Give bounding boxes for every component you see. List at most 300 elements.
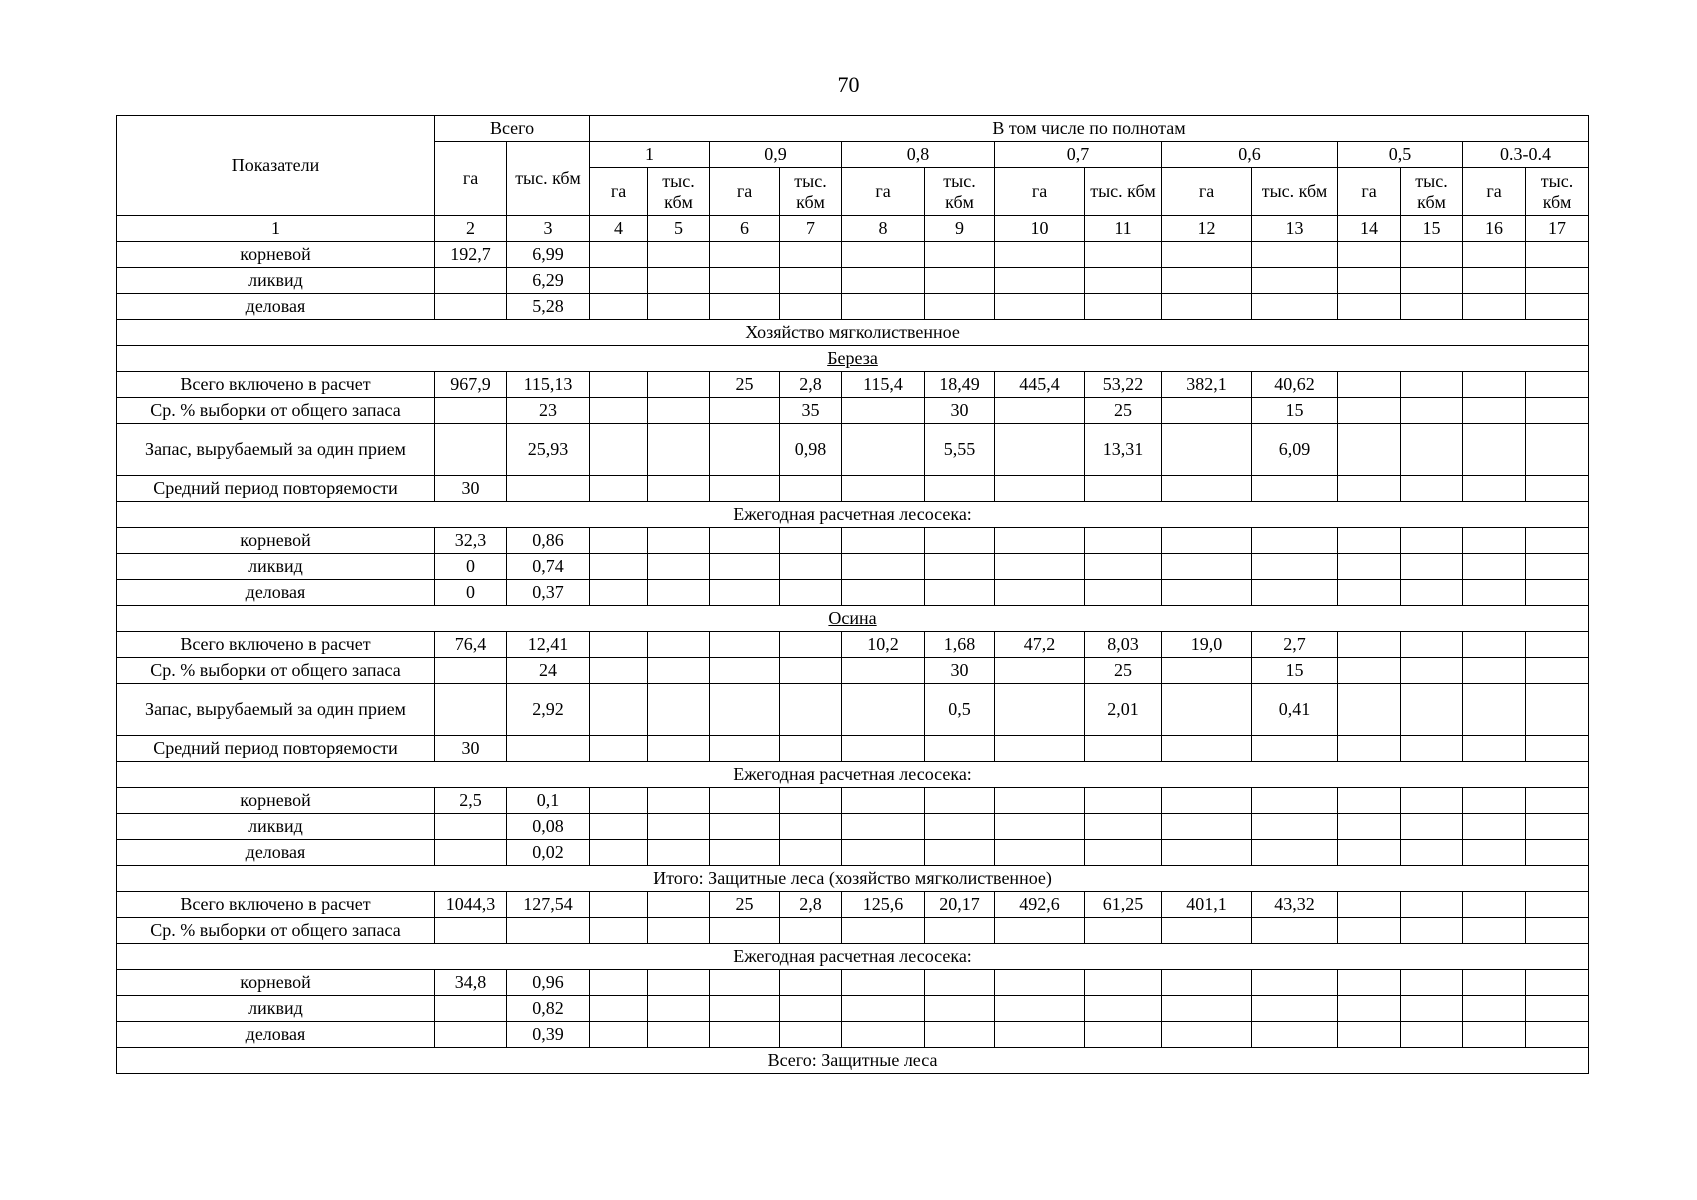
table-cell: [1401, 554, 1463, 580]
table-row: [117, 424, 1589, 476]
header-unit-ha: га: [590, 168, 648, 216]
table-cell: [710, 268, 780, 294]
table-cell: [1526, 918, 1589, 944]
table-cell: 0,82: [507, 996, 590, 1022]
table-row: [117, 372, 1589, 398]
table-cell: [648, 1022, 710, 1048]
table-cell: [1162, 788, 1252, 814]
table-cell: [648, 242, 710, 268]
table-cell: [590, 1022, 648, 1048]
table-cell: [1162, 424, 1252, 476]
table-cell: 25: [1085, 398, 1162, 424]
table-cell: 24: [507, 658, 590, 684]
table-cell: [780, 294, 842, 320]
table-cell: [1401, 840, 1463, 866]
table-cell: [590, 476, 648, 502]
table-cell: 5,28: [507, 294, 590, 320]
table-cell: [1463, 970, 1526, 996]
table-cell: 2,7: [1252, 632, 1338, 658]
table-cell: [435, 424, 507, 476]
table-cell: 125,6: [842, 892, 925, 918]
table-cell: [648, 528, 710, 554]
table-cell: [925, 840, 995, 866]
table-cell: [1401, 372, 1463, 398]
table-cell: [1338, 242, 1401, 268]
table-row: [117, 398, 1589, 424]
section-row: [117, 1048, 1589, 1074]
table-cell: [648, 814, 710, 840]
table-cell: 0: [435, 580, 507, 606]
table-cell: [1401, 476, 1463, 502]
table-cell: [1085, 840, 1162, 866]
table-cell: [1526, 632, 1589, 658]
table-cell: [1401, 528, 1463, 554]
table-cell: [780, 684, 842, 736]
table-cell: [648, 268, 710, 294]
table-cell: [1162, 658, 1252, 684]
table-cell: [710, 554, 780, 580]
table-cell: [842, 1022, 925, 1048]
header-unit-kbm: тыс. кбм: [925, 168, 995, 216]
section-title: Хозяйство мягколиственное: [117, 320, 1589, 346]
table-cell: [1252, 970, 1338, 996]
table-cell: [1338, 658, 1401, 684]
table-cell: [842, 242, 925, 268]
table-cell: [842, 736, 925, 762]
table-cell: [1338, 398, 1401, 424]
table-cell: 35: [780, 398, 842, 424]
column-number: 3: [507, 216, 590, 242]
table-cell: [1526, 1022, 1589, 1048]
table-cell: [590, 918, 648, 944]
table-cell: [435, 294, 507, 320]
table-cell: [1463, 736, 1526, 762]
section-row: [117, 606, 1589, 632]
table-cell: [995, 684, 1085, 736]
column-number: 2: [435, 216, 507, 242]
table-cell: 2,01: [1085, 684, 1162, 736]
table-cell: [1252, 268, 1338, 294]
table-cell: [648, 736, 710, 762]
table-cell: [780, 970, 842, 996]
table-cell: [1526, 398, 1589, 424]
page-number: 70: [837, 72, 860, 97]
table-cell: [780, 658, 842, 684]
table-cell: 492,6: [995, 892, 1085, 918]
table-cell: [1526, 788, 1589, 814]
table-cell: [925, 554, 995, 580]
table-cell: [648, 840, 710, 866]
section-row: [117, 346, 1589, 372]
table-cell: [710, 424, 780, 476]
table-cell: [710, 996, 780, 1022]
table-cell: [1463, 632, 1526, 658]
table-row: [117, 736, 1589, 762]
table-cell: 76,4: [435, 632, 507, 658]
table-cell: [1526, 476, 1589, 502]
subheading-label: Ежегодная расчетная лесосека:: [117, 762, 1589, 788]
section-title: Итого: Защитные леса (хозяйство мягколиственное): [117, 866, 1589, 892]
column-number: 1: [117, 216, 435, 242]
table-cell: [1252, 814, 1338, 840]
table-row: [117, 918, 1589, 944]
table-cell: [710, 684, 780, 736]
table-cell: [590, 372, 648, 398]
column-number: 13: [1252, 216, 1338, 242]
table-cell: [1252, 580, 1338, 606]
table-cell: [1401, 684, 1463, 736]
table-cell: 5,55: [925, 424, 995, 476]
table-cell: [1526, 242, 1589, 268]
table-cell: [1085, 736, 1162, 762]
table-cell: [780, 736, 842, 762]
table-cell: 47,2: [995, 632, 1085, 658]
table-cell: 19,0: [1162, 632, 1252, 658]
header-unit-kbm: тыс. кбм: [1085, 168, 1162, 216]
table-cell: [1463, 788, 1526, 814]
table-cell: [435, 684, 507, 736]
header-total: Всего: [435, 116, 590, 142]
table-cell: [590, 736, 648, 762]
table-cell: 0,86: [507, 528, 590, 554]
table-cell: [1085, 814, 1162, 840]
table-cell: 34,8: [435, 970, 507, 996]
table-cell: [710, 528, 780, 554]
table-cell: [710, 970, 780, 996]
table-cell: [590, 424, 648, 476]
row-label: Запас, вырубаемый за один прием: [117, 684, 435, 736]
table-cell: [1401, 242, 1463, 268]
table-cell: [1338, 814, 1401, 840]
subheading-label: Ежегодная расчетная лесосека:: [117, 944, 1589, 970]
table-cell: [1085, 528, 1162, 554]
row-label: Ср. % выборки от общего запаса: [117, 658, 435, 684]
table-cell: 192,7: [435, 242, 507, 268]
header-total-ha: га: [435, 142, 507, 216]
subheading-row: [117, 944, 1589, 970]
table-cell: [1338, 840, 1401, 866]
table-cell: 25: [710, 892, 780, 918]
table-cell: 15: [1252, 398, 1338, 424]
table-cell: [995, 554, 1085, 580]
table-cell: 30: [925, 398, 995, 424]
table-cell: [435, 996, 507, 1022]
column-number: 6: [710, 216, 780, 242]
row-label: ликвид: [117, 996, 435, 1022]
table-cell: [590, 268, 648, 294]
table-cell: [1162, 580, 1252, 606]
table-cell: [590, 632, 648, 658]
table-cell: [1085, 476, 1162, 502]
header-row-1: [117, 116, 1589, 142]
table-cell: [590, 996, 648, 1022]
table-cell: [842, 476, 925, 502]
table-cell: 23: [507, 398, 590, 424]
table-cell: [1162, 294, 1252, 320]
table-cell: 10,2: [842, 632, 925, 658]
table-cell: [995, 294, 1085, 320]
table-cell: 0: [435, 554, 507, 580]
row-label: ликвид: [117, 554, 435, 580]
table-cell: [1401, 268, 1463, 294]
header-unit-ha: га: [995, 168, 1085, 216]
table-cell: [1526, 892, 1589, 918]
table-cell: 1,68: [925, 632, 995, 658]
table-cell: [1463, 918, 1526, 944]
table-row: [117, 242, 1589, 268]
table-cell: [995, 996, 1085, 1022]
table-cell: [1463, 528, 1526, 554]
header-density: 0,7: [995, 142, 1162, 168]
table-cell: [1162, 1022, 1252, 1048]
table-cell: [590, 788, 648, 814]
table-cell: [590, 684, 648, 736]
table-cell: 1044,3: [435, 892, 507, 918]
table-cell: [780, 814, 842, 840]
table-cell: [1526, 268, 1589, 294]
table-cell: [1463, 554, 1526, 580]
table-cell: 30: [925, 658, 995, 684]
table-cell: [1085, 242, 1162, 268]
table-cell: [1252, 918, 1338, 944]
table-cell: 2,5: [435, 788, 507, 814]
table-cell: [1463, 840, 1526, 866]
table-cell: [590, 554, 648, 580]
table-cell: [1162, 554, 1252, 580]
section-title: Береза: [117, 346, 1589, 372]
table-cell: 0,02: [507, 840, 590, 866]
table-cell: [842, 580, 925, 606]
table-cell: 115,4: [842, 372, 925, 398]
row-label: корневой: [117, 528, 435, 554]
table-cell: [1085, 918, 1162, 944]
column-number: 10: [995, 216, 1085, 242]
table-cell: [1463, 294, 1526, 320]
table-cell: [995, 814, 1085, 840]
table-cell: [1338, 554, 1401, 580]
table-cell: [507, 476, 590, 502]
section-row: [117, 866, 1589, 892]
table-cell: [648, 918, 710, 944]
table-cell: [1526, 580, 1589, 606]
table-cell: [1463, 268, 1526, 294]
table-cell: 967,9: [435, 372, 507, 398]
table-cell: [1338, 424, 1401, 476]
table-cell: [780, 632, 842, 658]
table-cell: [780, 528, 842, 554]
table-cell: [1085, 554, 1162, 580]
table-cell: [507, 918, 590, 944]
table-cell: [995, 918, 1085, 944]
table-cell: [648, 684, 710, 736]
table-cell: 32,3: [435, 528, 507, 554]
table-cell: [995, 788, 1085, 814]
table-cell: [1338, 632, 1401, 658]
table-row: [117, 528, 1589, 554]
row-label: корневой: [117, 788, 435, 814]
table-cell: [995, 658, 1085, 684]
table-cell: [1401, 658, 1463, 684]
table-cell: [710, 736, 780, 762]
table-cell: [648, 788, 710, 814]
table-cell: [995, 528, 1085, 554]
header-density: 0,6: [1162, 142, 1338, 168]
table-cell: [1463, 580, 1526, 606]
table-cell: [842, 294, 925, 320]
table-cell: [1463, 398, 1526, 424]
table-cell: [1463, 658, 1526, 684]
table-cell: [995, 424, 1085, 476]
table-cell: [1252, 242, 1338, 268]
table-cell: [780, 476, 842, 502]
table-cell: [1401, 996, 1463, 1022]
table-cell: [1526, 684, 1589, 736]
table-cell: 445,4: [995, 372, 1085, 398]
table-row: [117, 814, 1589, 840]
table-cell: [842, 424, 925, 476]
table-cell: [925, 736, 995, 762]
row-label: деловая: [117, 840, 435, 866]
table-cell: 18,49: [925, 372, 995, 398]
table-cell: [710, 658, 780, 684]
table-cell: [648, 294, 710, 320]
table-cell: 0,37: [507, 580, 590, 606]
table-cell: [780, 788, 842, 814]
table-cell: [925, 788, 995, 814]
table-cell: 43,32: [1252, 892, 1338, 918]
table-cell: [590, 398, 648, 424]
table-cell: [710, 918, 780, 944]
table-cell: [925, 242, 995, 268]
table-cell: 25: [710, 372, 780, 398]
column-number: 5: [648, 216, 710, 242]
column-number: 15: [1401, 216, 1463, 242]
table-cell: [1338, 736, 1401, 762]
table-cell: [1252, 1022, 1338, 1048]
table-cell: [1338, 476, 1401, 502]
table-cell: [780, 242, 842, 268]
table-cell: [648, 970, 710, 996]
row-label: деловая: [117, 294, 435, 320]
column-number: 12: [1162, 216, 1252, 242]
table-cell: [1526, 970, 1589, 996]
table-cell: [925, 476, 995, 502]
table-cell: [842, 918, 925, 944]
table-cell: [1085, 294, 1162, 320]
table-cell: [710, 580, 780, 606]
table-cell: [435, 918, 507, 944]
row-label: Средний период повторяемости: [117, 736, 435, 762]
table-cell: [1338, 892, 1401, 918]
table-cell: [1085, 788, 1162, 814]
header-column-numbers-row: [117, 216, 1589, 242]
row-label: ликвид: [117, 814, 435, 840]
table-cell: [590, 242, 648, 268]
table-row: [117, 996, 1589, 1022]
table-cell: [435, 1022, 507, 1048]
table-cell: [1162, 970, 1252, 996]
section-title: Осина: [117, 606, 1589, 632]
section-row: [117, 320, 1589, 346]
table-cell: [925, 996, 995, 1022]
table-cell: [710, 788, 780, 814]
table-cell: [710, 242, 780, 268]
table-cell: [1252, 736, 1338, 762]
row-label: деловая: [117, 580, 435, 606]
table-cell: [648, 372, 710, 398]
table-cell: [780, 1022, 842, 1048]
table-cell: [1085, 970, 1162, 996]
column-number: 8: [842, 216, 925, 242]
table-cell: [1252, 294, 1338, 320]
table-cell: [1401, 294, 1463, 320]
table-cell: [842, 788, 925, 814]
table-cell: 30: [435, 736, 507, 762]
table-cell: [648, 424, 710, 476]
table-cell: [842, 970, 925, 996]
table-cell: [590, 892, 648, 918]
table-cell: [1162, 814, 1252, 840]
table-cell: [1463, 476, 1526, 502]
table-cell: 0,08: [507, 814, 590, 840]
header-density: 0,8: [842, 142, 995, 168]
table-cell: [435, 268, 507, 294]
column-number: 7: [780, 216, 842, 242]
table-cell: [648, 554, 710, 580]
table-cell: [1162, 476, 1252, 502]
column-number: 16: [1463, 216, 1526, 242]
table-row: [117, 788, 1589, 814]
table-cell: [842, 684, 925, 736]
row-label: Всего включено в расчет: [117, 632, 435, 658]
header-unit-kbm: тыс. кбм: [780, 168, 842, 216]
table-cell: [1401, 736, 1463, 762]
table-cell: [1526, 554, 1589, 580]
table-cell: [995, 398, 1085, 424]
row-label: деловая: [117, 1022, 435, 1048]
table-cell: [1463, 372, 1526, 398]
table-cell: [995, 970, 1085, 996]
header-by-density: В том числе по полнотам: [590, 116, 1589, 142]
table-cell: [780, 554, 842, 580]
header-unit-ha: га: [1463, 168, 1526, 216]
table-cell: [435, 658, 507, 684]
table-cell: [435, 840, 507, 866]
table-cell: [925, 814, 995, 840]
table-cell: [780, 840, 842, 866]
table-cell: [925, 580, 995, 606]
table-cell: 30: [435, 476, 507, 502]
table-cell: [1162, 528, 1252, 554]
table-cell: [842, 658, 925, 684]
table-cell: 25,93: [507, 424, 590, 476]
table-cell: [1162, 996, 1252, 1022]
table-cell: [1401, 632, 1463, 658]
table-cell: [648, 892, 710, 918]
table-cell: [648, 580, 710, 606]
table-cell: [1526, 814, 1589, 840]
subheading-label: Ежегодная расчетная лесосека:: [117, 502, 1589, 528]
table-cell: [925, 918, 995, 944]
table-cell: [1401, 424, 1463, 476]
table-cell: [995, 736, 1085, 762]
table-cell: [1252, 476, 1338, 502]
header-density: 0,5: [1338, 142, 1463, 168]
table-cell: [995, 580, 1085, 606]
table-cell: [1463, 424, 1526, 476]
table-cell: [1463, 242, 1526, 268]
table-cell: [1252, 788, 1338, 814]
